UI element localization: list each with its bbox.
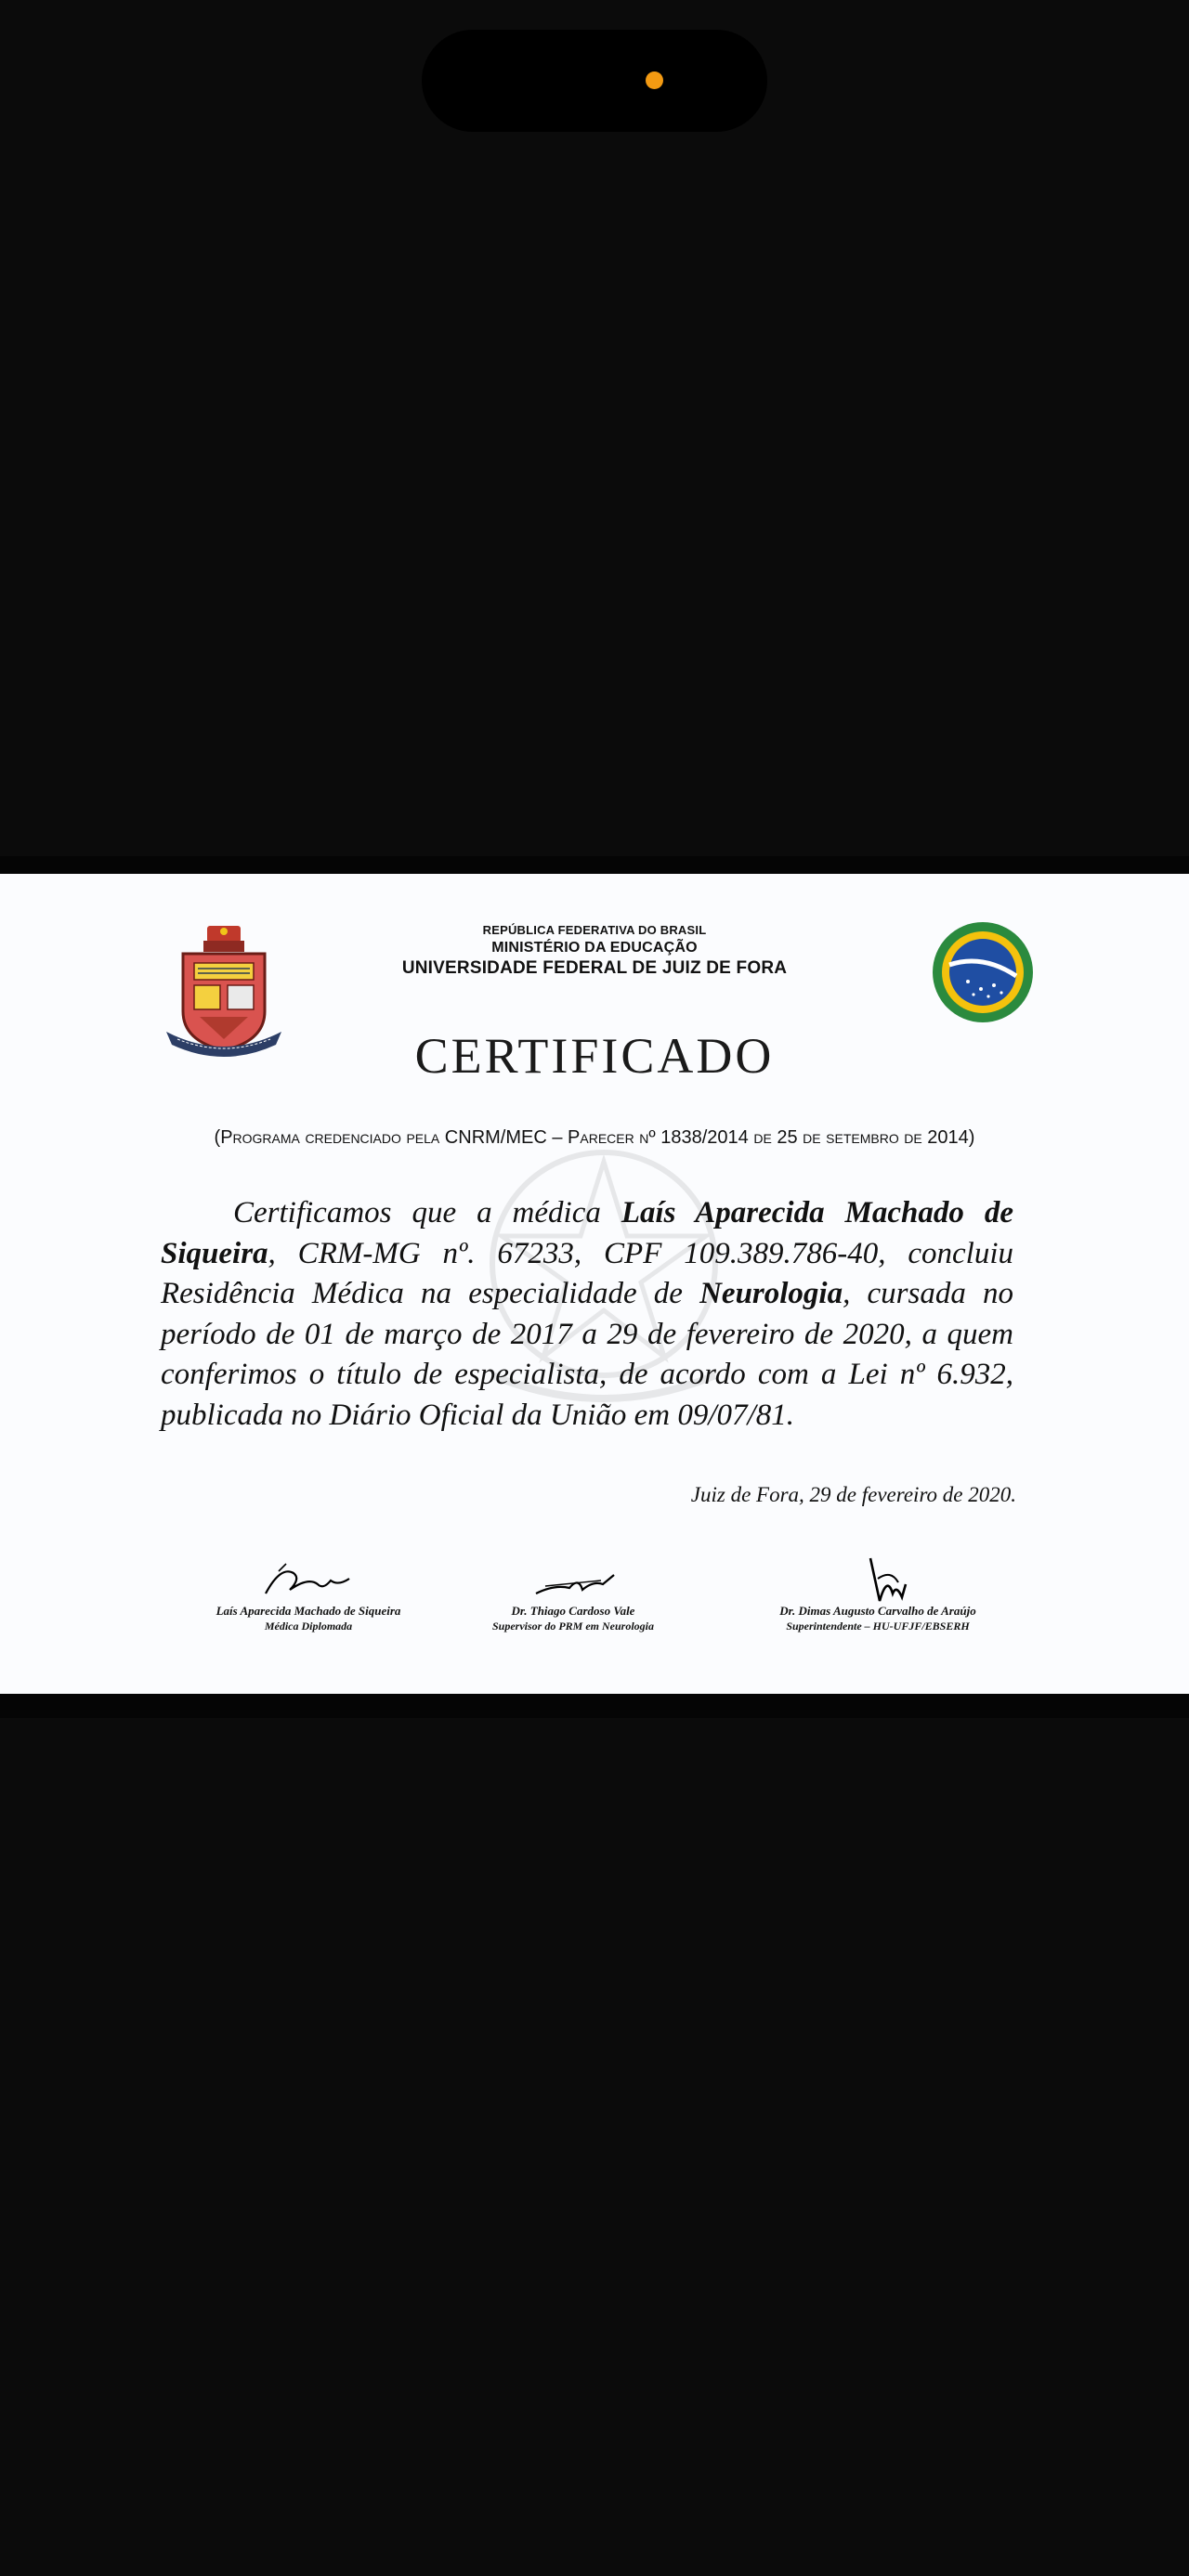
certificate-title: CERTIFICADO: [414, 1028, 775, 1084]
handwritten-signature-superintendent: [813, 1556, 943, 1603]
certificate-body: [161, 1193, 1013, 1436]
header-university: UNIVERSIDADE FEDERAL DE JUIZ DE FORA: [401, 958, 788, 978]
signature-block-supervisor: [462, 1556, 685, 1633]
signature-block-superintendent: [743, 1556, 1013, 1633]
camera-indicator-icon: [646, 72, 663, 89]
signer-name-superintendent: Dr. Dimas Augusto Carvalho de Araújo: [779, 1604, 976, 1618]
certificate-photo[interactable]: [0, 856, 1189, 1718]
certificate-paper: [0, 874, 1189, 1694]
issue-date-line: Juiz de Fora, 29 de fevereiro de 2020.: [690, 1483, 1016, 1506]
signer-role-superintendent: Superintendente – HU-UFJF/EBSERH: [786, 1620, 970, 1633]
handwritten-signature-graduate: [253, 1556, 364, 1603]
header-ministry: MINISTÉRIO DA EDUCAÇÃO: [491, 940, 698, 956]
signer-name-supervisor: Dr. Thiago Cardoso Vale: [511, 1604, 635, 1618]
brazil-republic-seal-icon: [931, 920, 1035, 1024]
body-part-2: , CRM-MG nº. 67233, CPF 109.389.786-40, concluiu Residência Médica na especialidade de: [161, 1236, 1013, 1310]
body-part-3: , cursada no período de 01 de março de 2017 a 29 de fevereiro de 2020, a quem conferimos o título de especialista, de acordo com a Lei nº 6.932, publicada no Diário Oficial da União em 09/07/81.: [161, 1277, 1013, 1432]
handwritten-signature-supervisor: [517, 1556, 629, 1603]
signer-role-supervisor: Supervisor do PRM em Neurologia: [491, 1620, 654, 1633]
signature-block-graduate: [197, 1556, 420, 1633]
specialty: Neurologia: [699, 1277, 843, 1310]
signer-role-graduate: Médica Diplomada: [264, 1620, 353, 1633]
certificate-subtitle: (Programa credenciado pela CNRM/MEC – Parecer nº 1838/2014 de 25 de setembro de 2014): [214, 1127, 975, 1148]
header-republic: REPÚBLICA FEDERATIVA DO BRASIL: [482, 923, 707, 937]
dynamic-island: [422, 30, 767, 132]
signer-name-graduate: Laís Aparecida Machado de Siqueira: [216, 1604, 401, 1618]
recipient-name: Laís Aparecida Machado de Siqueira: [161, 1196, 1014, 1270]
body-part-1: Certificamos que a médica: [233, 1196, 621, 1229]
certificate-header: [307, 922, 882, 980]
